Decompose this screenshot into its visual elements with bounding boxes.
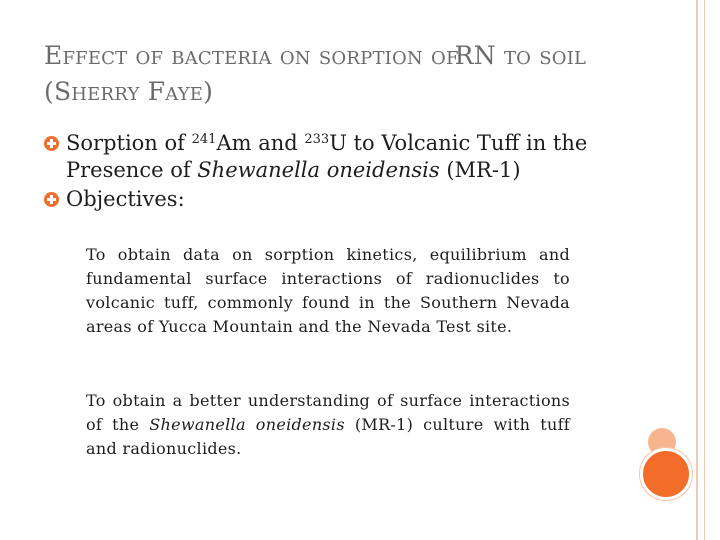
title-prefix: Effect of bacteria on sorption of — [44, 41, 459, 70]
bullet-text-d: (MR-1) — [439, 158, 521, 182]
objective-paragraph-2 — [86, 389, 570, 461]
plus-circle-icon — [44, 192, 59, 207]
am-isotope-number: 241 — [191, 132, 217, 147]
objective-2-species: Shewanella oneidensis — [149, 415, 345, 434]
bullet-text-c: U to Volcanic Tuff in the Presence of — [66, 131, 588, 182]
bullet-text-b: Am and — [216, 131, 305, 155]
title-line-2: (Sherry Faye) — [44, 77, 214, 106]
decorative-rule-inner — [704, 0, 705, 540]
bullet-item-sorption — [44, 130, 624, 184]
objective-2-text-a: To obtain a better understanding of surface interactions of the — [86, 391, 570, 434]
slide-title — [44, 38, 684, 110]
plus-circle-icon — [44, 136, 59, 151]
bullet-text-a: Sorption of — [66, 131, 192, 155]
decorative-circle-large — [640, 448, 692, 500]
objective-paragraph-1: To obtain data on sorption kinetics, equilibrium and fundamental surface interactions of radionuclides to volcanic tuff, commonly found in the Southern Nevada areas of Yucca Mountain and the Nevada Test site. — [86, 245, 570, 336]
objective-2-text-b: (MR-1) culture with tuff and radionuclides. — [86, 415, 571, 458]
bullet-list — [44, 130, 624, 213]
bullet-item-objectives — [44, 186, 624, 213]
title-suffix: to soil — [503, 41, 587, 70]
u-isotope-number: 233 — [304, 132, 330, 147]
title-rn: RN — [454, 41, 496, 70]
decorative-rule-outer — [696, 0, 698, 540]
species-name: Shewanella oneidensis — [197, 158, 440, 182]
title-line-1 — [44, 38, 684, 74]
objectives-heading: Objectives: — [66, 187, 185, 211]
